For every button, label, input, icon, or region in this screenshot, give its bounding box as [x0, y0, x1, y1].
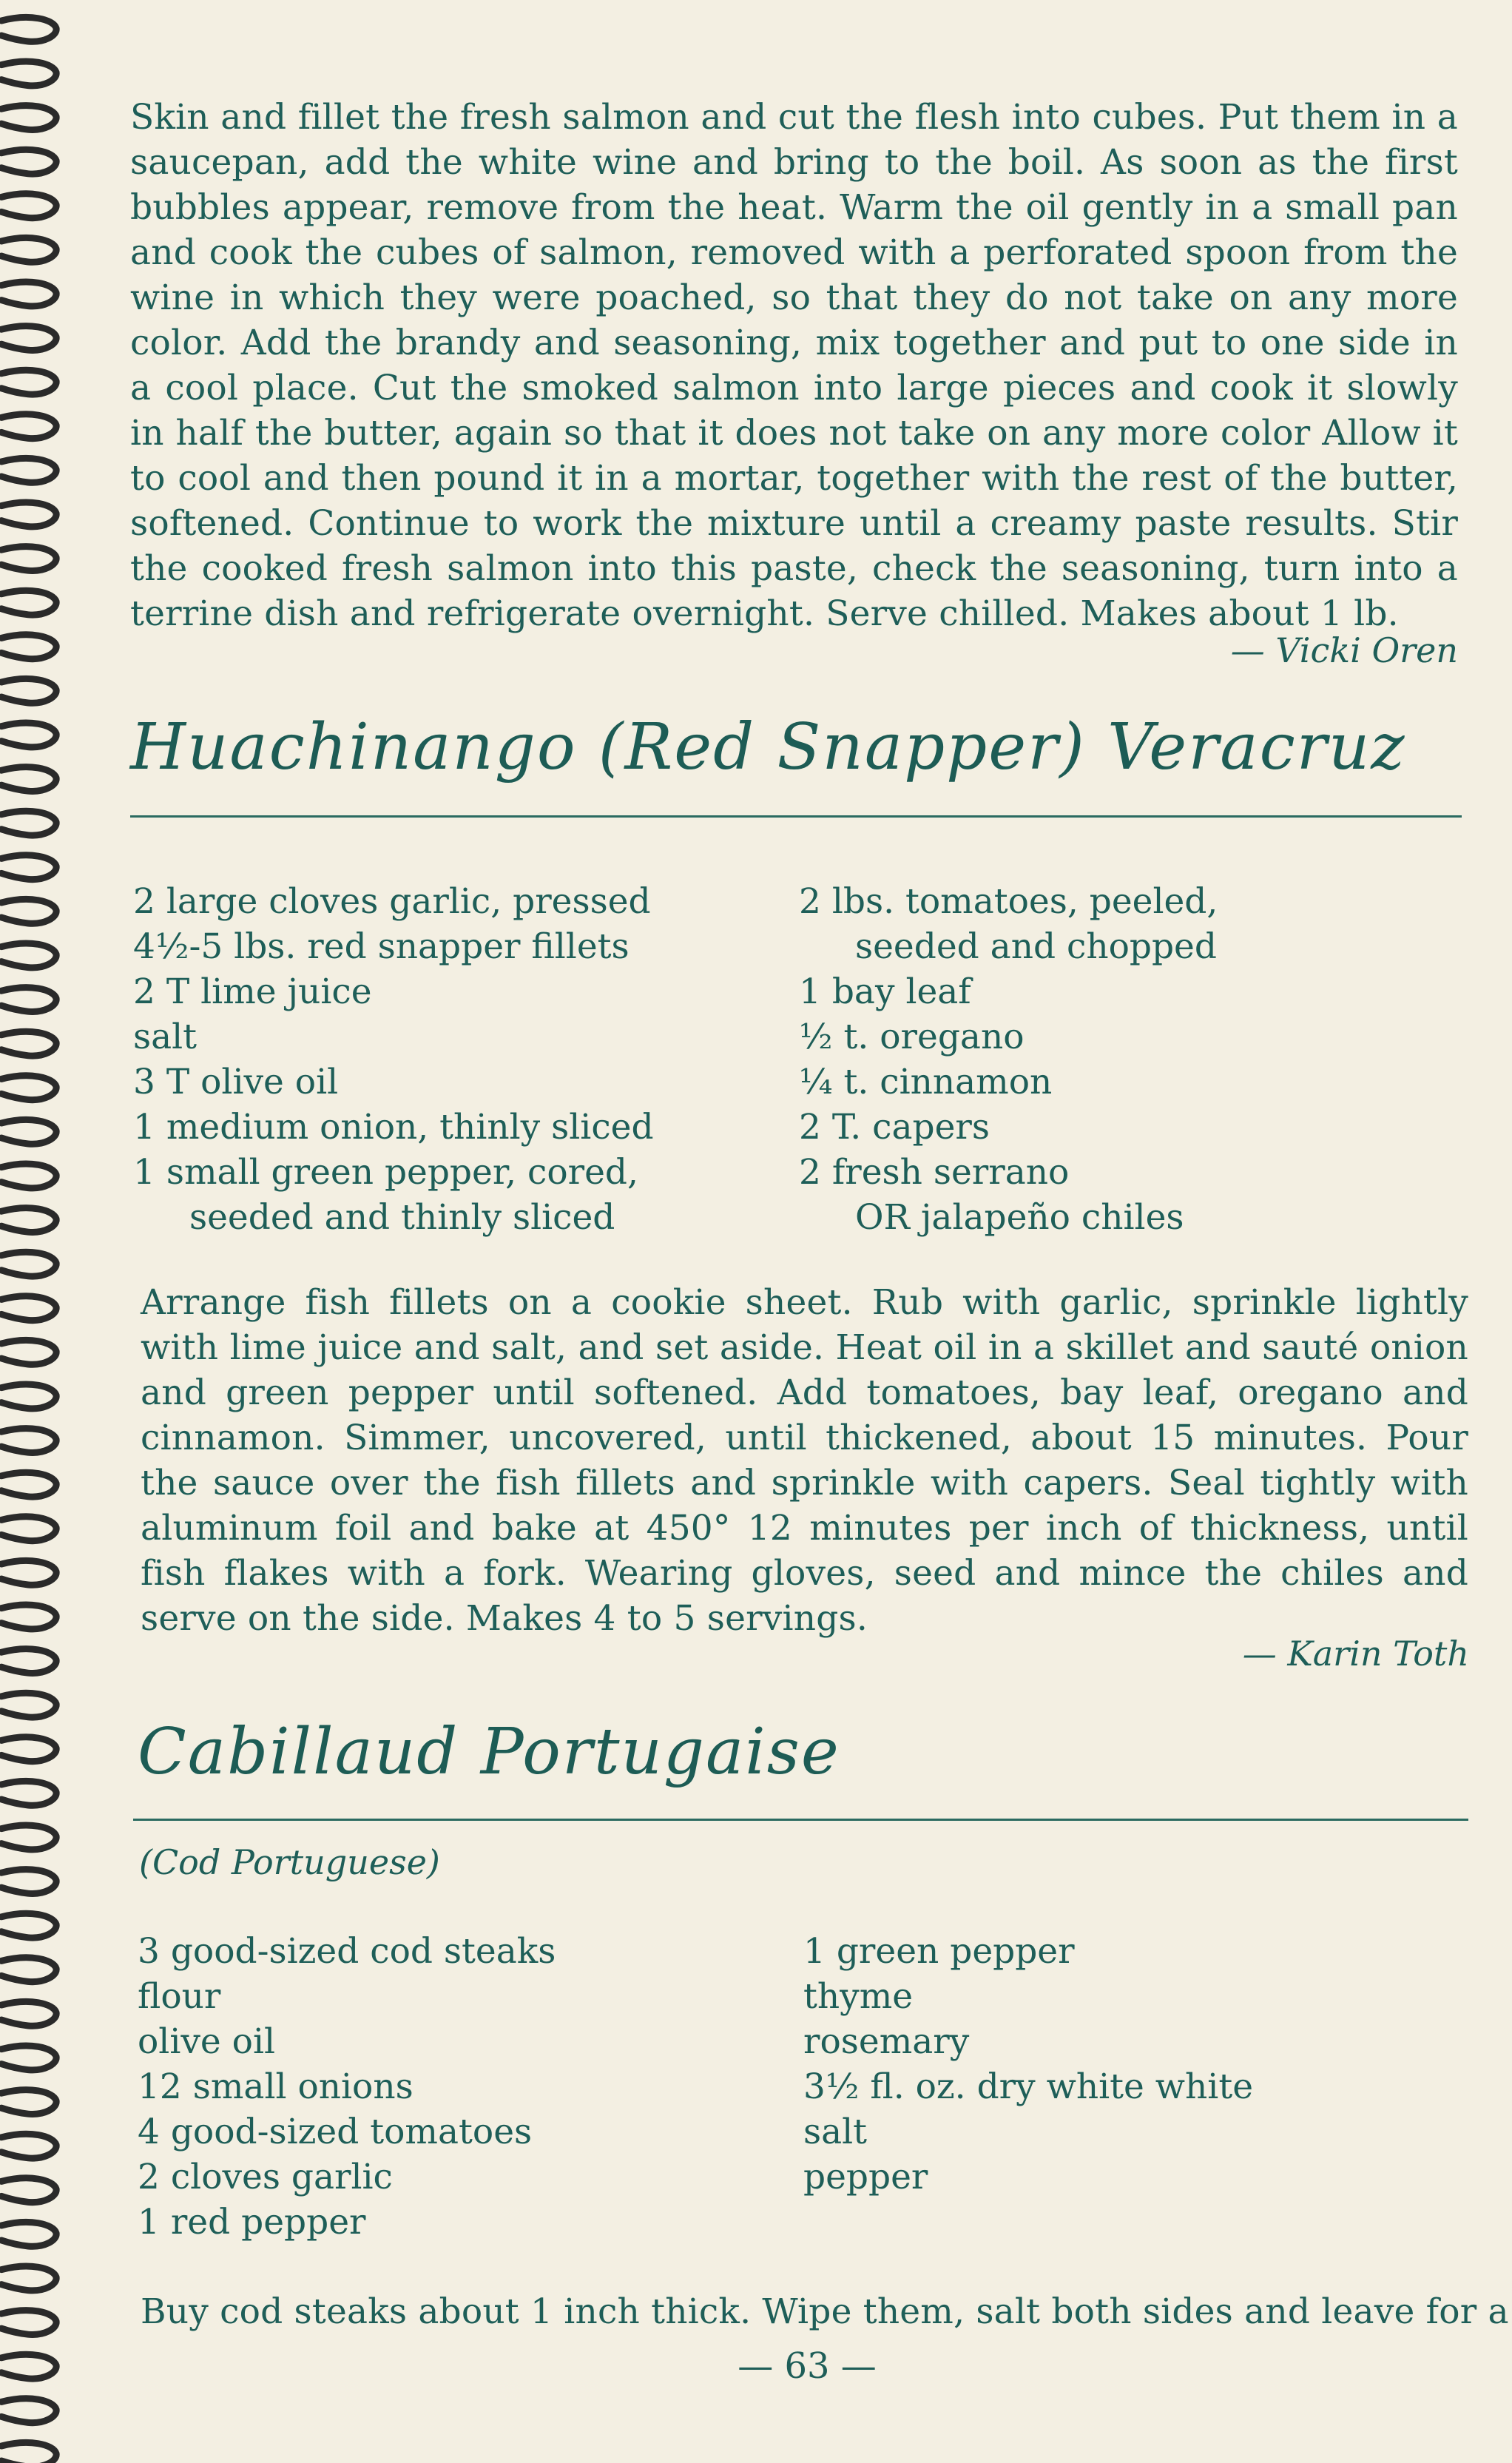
ingredient-item: 2 fresh serrano — [799, 1152, 1070, 1193]
ingredient-item: seeded and thinly sliced — [189, 1197, 615, 1238]
ingredient-item: 3 T olive oil — [133, 1062, 339, 1102]
ingredient-item: rosemary — [803, 2021, 970, 2062]
ingredient-item: olive oil — [138, 2021, 276, 2062]
ingredient-item: salt — [803, 2112, 868, 2152]
recipe-title-cabillaud: Cabillaud Portugaise — [138, 1715, 840, 1789]
spiral-coil — [1, 1560, 56, 1585]
spiral-coil — [1, 943, 56, 968]
spiral-coil — [1, 1252, 56, 1276]
ingredients-left-column — [133, 879, 799, 1240]
spiral-coil — [1, 61, 56, 86]
spiral-coil — [1, 194, 56, 218]
spiral-coil — [1, 2266, 56, 2291]
spiral-coil — [1, 2178, 56, 2203]
spiral-coil — [1, 1781, 56, 1805]
spiral-coil — [1, 1472, 56, 1497]
spiral-coil — [1, 2442, 56, 2463]
ingredient-item: 3½ fl. oz. dry white white — [803, 2066, 1254, 2107]
ingredient-item: 1 bay leaf — [799, 971, 971, 1012]
cabillaud-method-text: Buy cod steaks about 1 inch thick. Wipe them, salt both sides and leave for a — [141, 2291, 1509, 2332]
spiral-coil — [1, 1870, 56, 1894]
ingredient-item: 1 small green pepper, cored, — [133, 1152, 638, 1193]
ingredient-item: salt — [133, 1017, 198, 1057]
spiral-coil — [1, 1076, 56, 1100]
spiral-coil — [1, 1031, 56, 1056]
salmon-method-text: Skin and fillet the fresh salmon and cut the flesh into cubes. Put them in a saucepan, add the white wine and bring to the boil. As soon as the first bubbles appear, remove from the heat. Warm the oil gently in a small pan and cook the cubes of salmon, removed with a perforated spoon from the wine in which they were poached, so that they do not take on any more color. Add the brandy and seasoning, mix together and put to one side in a cool place. Cut the smoked salmon into large pieces and cook it slowly in half the butter, again so that it does not take on any more color Allow it to cool and then pound it in a mortar, together with the rest of the butter, softened. Continue to work the mixture until a creamy paste results. Stir the cooked fresh salmon into this paste, check the seasoning, turn into a terrine dish and refrigerate overnight. Serve chilled. Makes about 1 lb. — [130, 97, 1458, 634]
ingredient-item: ¼ t. cinnamon — [799, 1062, 1053, 1102]
spiral-coil — [1, 502, 56, 527]
ingredient-item: flour — [138, 1976, 221, 2017]
ingredient-item: thyme — [803, 1976, 914, 2017]
spiral-coil — [1, 1119, 56, 1144]
spiral-coil — [1, 2354, 56, 2379]
spiral-coil — [1, 1208, 56, 1233]
spiral-coil — [1, 282, 56, 306]
attribution-karin-toth: — Karin Toth — [1242, 1634, 1469, 1674]
spiral-coil — [1, 237, 56, 262]
spiral-binding — [0, 0, 81, 2463]
spiral-coil — [1, 2090, 56, 2115]
recipe-subtitle: (Cod Portuguese) — [139, 1842, 440, 1882]
ingredient-item: 12 small onions — [138, 2066, 414, 2107]
cookbook-page — [130, 0, 1509, 2463]
spiral-coil — [1, 678, 56, 703]
spiral-coil — [1, 2134, 56, 2158]
spiral-coil — [1, 1340, 56, 1364]
ingredient-item: 2 T lime juice — [133, 971, 372, 1012]
spiral-coil — [1, 2399, 56, 2423]
spiral-coil — [1, 635, 56, 659]
recipe-title-huachinango: Huachinango (Red Snapper) Veracruz — [130, 710, 1406, 784]
ingredient-item: 1 green pepper — [803, 1931, 1075, 1972]
ingredients-cabillaud — [138, 1929, 1469, 2245]
ingredient-item: 2 T. capers — [799, 1107, 990, 1148]
title-divider-2 — [133, 1819, 1468, 1821]
ingredient-item: 2 large cloves garlic, pressed — [133, 881, 651, 922]
ingredient-item: seeded and chopped — [855, 926, 1217, 967]
spiral-coil — [1, 811, 56, 835]
spiral-coil — [1, 1693, 56, 1717]
spiral-coil — [1, 149, 56, 174]
spiral-coil — [1, 723, 56, 747]
spiral-coil — [1, 767, 56, 792]
spiral-coil — [1, 370, 56, 394]
ingredients-left-column — [138, 1929, 803, 2245]
spiral-coil — [1, 1825, 56, 1850]
spiral-coil — [1, 1517, 56, 1541]
spiral-coil — [1, 1429, 56, 1453]
ingredient-item: 2 lbs. tomatoes, peeled, — [799, 881, 1218, 922]
ingredients-right-column — [799, 879, 1465, 1240]
huachinango-method-text: Arrange fish fillets on a cookie sheet. Rub with garlic, sprinkle lightly with lime juice and salt, and set aside. Heat oil in a skillet and sauté onion and green pepper until softened. Add tomatoes, bay leaf, oregano and cinnamon. Simmer, uncovered, until thickened, about 15 minutes. Pour the sauce over the fish fillets and sprinkle with capers. Seal tightly with aluminum foil and bake at 450° 12 minutes per inch of thickness, until fish flakes with a fork. Wearing gloves, seed and mince the chiles and serve on the side. Makes 4 to 5 servings. — [141, 1282, 1468, 1639]
spiral-coil — [1, 2222, 56, 2246]
spiral-coil — [1, 2046, 56, 2070]
spiral-coil — [1, 590, 56, 615]
spiral-coil — [1, 1164, 56, 1188]
spiral-coil — [1, 2001, 56, 2026]
spiral-coil — [1, 899, 56, 923]
spiral-coil — [1, 1649, 56, 1674]
ingredient-item: ½ t. oregano — [799, 1017, 1025, 1057]
ingredient-item: pepper — [803, 2157, 928, 2197]
title-divider-1 — [130, 815, 1462, 818]
page-number: — 63 — — [738, 2345, 877, 2387]
spiral-coil — [1, 1384, 56, 1409]
ingredient-item: 2 cloves garlic — [138, 2157, 393, 2197]
spiral-coil — [1, 547, 56, 571]
spiral-coil — [1, 414, 56, 439]
spiral-coil — [1, 1737, 56, 1762]
ingredient-item: 3 good-sized cod steaks — [138, 1931, 556, 1972]
ingredient-item: 1 red pepper — [138, 2202, 366, 2243]
attribution-vicki-oren: — Vicki Oren — [1230, 630, 1458, 670]
spiral-coil — [1, 855, 56, 880]
ingredient-item: OR jalapeño chiles — [855, 1197, 1184, 1238]
ingredient-item: 1 medium onion, thinly sliced — [133, 1107, 654, 1148]
spiral-coil — [1, 326, 56, 351]
spiral-coil — [1, 17, 56, 41]
spiral-coil — [1, 2311, 56, 2335]
spiral-coil — [1, 1296, 56, 1321]
spiral-coil — [1, 988, 56, 1012]
ingredients-huachinango — [133, 879, 1465, 1240]
spiral-coil — [1, 1913, 56, 1938]
spiral-coil — [1, 1605, 56, 1629]
ingredient-item: 4 good-sized tomatoes — [138, 2112, 533, 2152]
spiral-coil — [1, 106, 56, 130]
spiral-coil — [1, 1958, 56, 1982]
ingredients-right-column — [803, 1929, 1469, 2245]
spiral-coil — [1, 458, 56, 482]
ingredient-item: 4½-5 lbs. red snapper fillets — [133, 926, 630, 967]
